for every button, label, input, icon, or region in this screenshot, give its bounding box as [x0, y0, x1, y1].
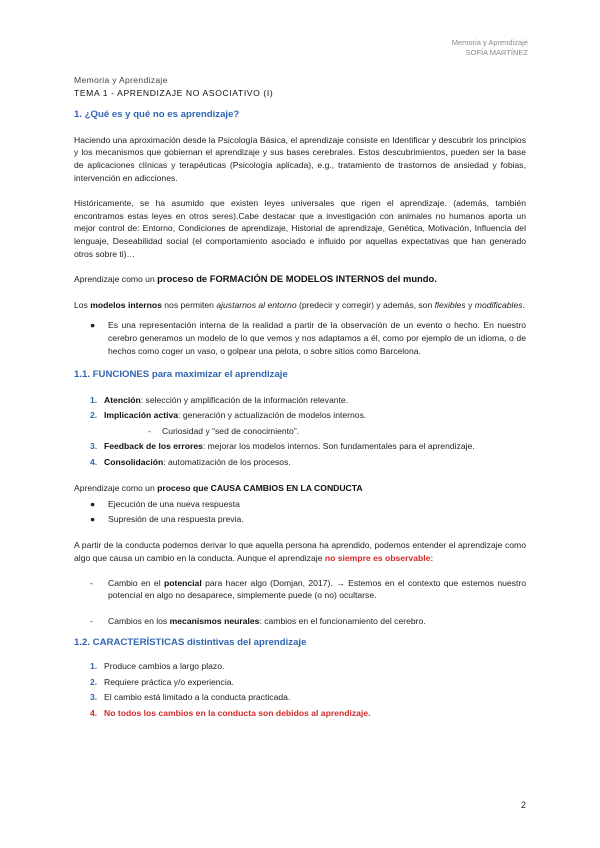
- bullet-icon: ●: [90, 320, 96, 331]
- list-number: 2.: [90, 410, 98, 421]
- list-number: 3.: [90, 692, 98, 703]
- text-bold: mecanismos neurales: [169, 615, 260, 626]
- list-item: [90, 513, 526, 526]
- text-bold: potencial: [163, 577, 202, 588]
- dash-list-potential: [74, 577, 526, 602]
- text-bold: modelos internos: [90, 299, 162, 310]
- list-item: [90, 676, 526, 689]
- characteristics-list: [74, 660, 526, 719]
- text: para hacer algo (Domjan, 2017). → Estemos en el contexto que estemos nuestro potencial en algo no desaparece, simplemente puede (o no) ocultarse.: [108, 577, 526, 601]
- paragraph-internal-models-def: [74, 273, 526, 286]
- section-1-2-heading: 1.2. CARACTERÍSTICAS distintivas del aprendizaje: [74, 637, 307, 649]
- text-bold: proceso de FORMACIÓN DE MODELOS INTERNOS del mundo.: [157, 273, 437, 285]
- list-number: 1.: [90, 394, 98, 405]
- list-number: 4.: [90, 457, 98, 468]
- dash-icon: -: [90, 615, 93, 626]
- header-subject: Memoria y Aprendizaje: [451, 38, 528, 47]
- list-item-text: : automatización de los procesos.: [163, 457, 291, 468]
- dash-icon: -: [148, 425, 151, 436]
- page-number: 2: [520, 800, 526, 810]
- list-item-text: Ejecución de una nueva respuesta: [108, 499, 240, 510]
- list-item: [90, 456, 526, 469]
- list-item: [90, 394, 526, 407]
- list-item-term: Atención: [104, 394, 141, 405]
- text-alert: no siempre es observable:: [324, 553, 434, 564]
- list-item-term: Implicación activa: [104, 410, 179, 421]
- subject-title: Memoria y Aprendizaje: [74, 75, 168, 85]
- list-item-text: Produce cambios a largo plazo.: [104, 661, 225, 671]
- list-item: [90, 498, 526, 511]
- bullet-icon: ●: [90, 499, 96, 510]
- list-item: [90, 660, 526, 673]
- list-item: [90, 691, 526, 704]
- text-bold: proceso que CAUSA CAMBIOS EN LA CONDUCTA: [157, 482, 363, 493]
- list-item: [90, 577, 526, 602]
- text: nos permiten: [161, 299, 217, 310]
- text: A partir de la conducta podemos derivar lo que aquella persona ha aprendido, podemos entender el aprendizaje como algo que causa un cambio en la conducta. Aunque el aprendizaje: [74, 540, 526, 564]
- list-item-text: : selección y amplificación de la información relevante.: [140, 394, 349, 405]
- text-italic: flexibles: [434, 299, 466, 310]
- list-item: [90, 319, 526, 357]
- list-item: [90, 615, 526, 628]
- list-item-text: El cambio está limitado a la conducta practicada.: [104, 692, 291, 703]
- text: Aprendizaje como un: [74, 482, 158, 493]
- text: Aprendizaje como un: [74, 274, 158, 285]
- list-item: [90, 707, 526, 720]
- header-author: SOFÍA MARTÍNEZ: [465, 48, 528, 57]
- list-number: 2.: [90, 676, 98, 687]
- list-item-term: Consolidación: [104, 457, 164, 468]
- paragraph-history: Históricamente, se ha asumido que existen leyes universales que rigen el aprendizaje. (además, también encontramos estas leyes en otros seres).Cabe destacar que a investigación con animales no humanos aporta un mejor control de: Entorno, Condiciones de aprendizaje, Historial de aprendizaje, Genética, Motivación, Influencia del lenguaje, Deseabilidad social (el comportamiento asociado e influido por aquellas expectativas que han generado otros sobre ti)…: [74, 198, 526, 259]
- bullet-list-changes: [74, 498, 526, 525]
- paragraph-internal-models: [74, 299, 526, 312]
- list-number: 4.: [90, 707, 98, 718]
- list-item: [90, 409, 526, 422]
- list-item-text: Es una representación interna de la realidad a partir de la observación de un evento o hecho. En nuestro cerebro generamos un modelo de lo que vemos y nos adaptamos a él, como por ejemplo de un idioma, o de hechos como coger un vaso, o golpear una pelota, o sobre sitios como Barcelona.: [108, 320, 526, 356]
- list-item: [90, 440, 526, 453]
- functions-list: [74, 394, 526, 469]
- text: Cambios en los: [108, 615, 170, 626]
- dash-list-neural: [74, 615, 526, 628]
- list-item-text: Requiere práctica y/o experiencia.: [104, 676, 234, 687]
- text: y: [465, 299, 475, 310]
- sub-list-item-text: Curiosidad y “sed de conocimiento”.: [162, 425, 300, 436]
- running-header: [452, 38, 528, 58]
- paragraph-observable: [74, 539, 526, 564]
- list-item-text: : generación y actualización de modelos internos.: [178, 410, 367, 421]
- text-italic: ajustarnos al entorno: [216, 299, 297, 310]
- sub-list-item: [90, 425, 526, 438]
- text: Cambio en el: [108, 577, 164, 588]
- bullet-icon: ●: [90, 513, 96, 524]
- section-1-1-heading: 1.1. FUNCIONES para maximizar el aprendizaje: [74, 369, 288, 381]
- topic-title: TEMA 1 - APRENDIZAJE NO ASOCIATIVO (I): [74, 87, 274, 98]
- text-italic: modificables: [474, 299, 523, 310]
- paragraph-behavior-change: [74, 482, 526, 495]
- list-number: 3.: [90, 441, 98, 452]
- list-item-text: : mejorar los modelos internos. Son fundamentales para el aprendizaje.: [202, 441, 475, 452]
- section-1-heading: 1. ¿Qué es y qué no es aprendizaje?: [74, 109, 240, 121]
- document-body: [74, 74, 526, 722]
- text: (predecir y corregir) y además, son: [296, 299, 435, 310]
- list-item-text: Supresión de una respuesta previa.: [108, 513, 244, 524]
- paragraph-intro: Haciendo una aproximación desde la Psicología Básica, el aprendizaje consiste en Identificar y descubrir los principios y los mecanismos que gobiernan el aprendizaje y sus bases cerebrales. Estos descubrimientos, pueden ser la base de aplicaciones clínicas y terapéuticas (Psicología aplicada), e.g., tratamiento de trastornos de ansiedad y fobias, intervención en adicciones.: [74, 134, 526, 183]
- list-item-text-alert: No todos los cambios en la conducta son debidos al aprendizaje.: [104, 707, 371, 718]
- text: Los: [74, 299, 91, 310]
- text: : cambios en el funcionamiento del cerebro.: [259, 615, 426, 626]
- bullet-list-models: [74, 319, 526, 357]
- text: .: [522, 299, 525, 310]
- list-item-term: Feedback de los errores: [104, 441, 203, 452]
- dash-icon: -: [90, 577, 93, 588]
- list-number: 1.: [90, 661, 98, 671]
